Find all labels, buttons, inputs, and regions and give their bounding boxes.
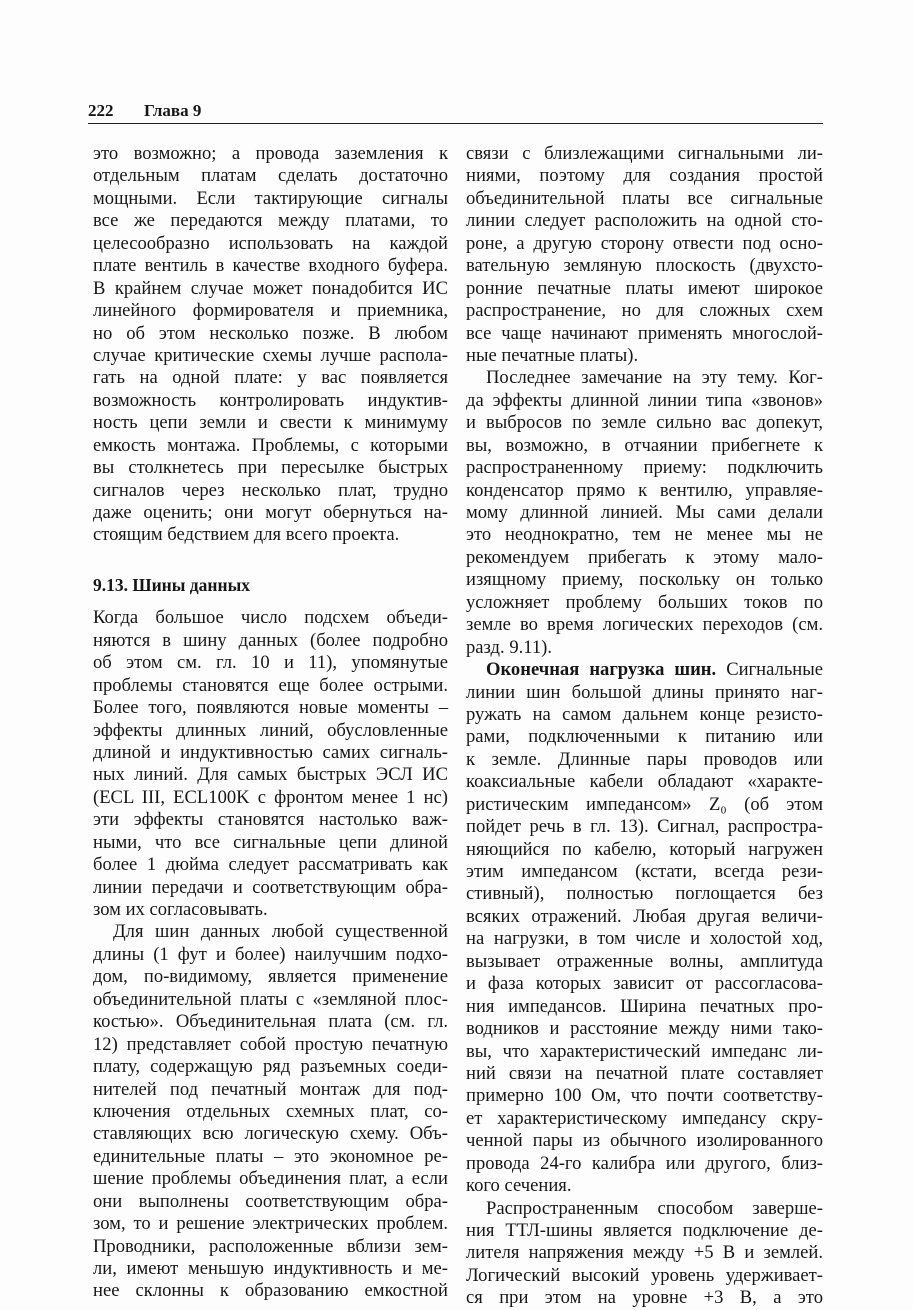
text-line: целесообразно использовать на каждой [93,232,448,254]
text-line: ные печатные платы). [466,344,639,366]
text-line: В крайнем случае может понадобится ИС [93,277,448,299]
text-line: объединительной платы все сигнальные [466,187,823,209]
text-line: зом, то и решение электрических проблем. [93,1213,448,1235]
text-line: длиной и индуктивностью самих сигналь- [93,741,448,763]
text-line: нее склонны к образованию емкостной [93,1280,448,1302]
text-line: даже оценить; они могут обернуться на- [93,502,448,523]
text-line: отдельным платам сделать достаточно [93,165,448,187]
text-line: конденсатор прямо к вентилю, управляе- [466,479,823,501]
text-line: коаксиальные кабели обладают «характе- [466,771,823,793]
text-line: кого сечения. [466,1175,572,1197]
run-in-heading: Оконечная нагрузка шин. [486,659,717,681]
text-line: Логический высокий уровень удерживает- [466,1264,823,1286]
text-line: примерно 100 Ом, что почти соответству- [466,1085,823,1107]
text-line: (ECL III, ECL100K с фронтом менее 1 нс) [93,786,448,808]
text-line: этим импедансом (кстати, всегда рези- [466,861,823,882]
text-line: ставляющих всю логическую схему. Объ- [93,1123,448,1145]
text-line: костью». Объединительная плата (см. гл. [93,1011,448,1033]
text-line: разд. 9.11). [466,636,553,658]
paragraph [93,921,448,1302]
text-line: няются в шину данных (более подробно [93,629,448,651]
text-line: вы, возможно, в отчаянии прибегнете к [466,434,823,456]
left-column [93,143,448,1303]
text-line: это неоднократно, тем не менее мы не [466,524,823,546]
text-line: пойдет речь в гл. 13). Сигнал, распростра- [466,816,823,838]
text-line: няющийся по кабелю, который нагружен [466,838,823,860]
text-line: дом, по-видимому, является применение [93,966,448,988]
text-line: гать на одной плате: у вас появляется [93,367,448,389]
text-line: линии шин большой длины принято наг- [466,681,823,703]
text-line: ли, имеют меньшую индуктивность и ме- [93,1258,448,1279]
text-line: всяких отражений. Любая другая величи- [466,905,823,927]
text-line: стоящим бедствием для всего проекта. [93,524,400,546]
text-line: все чаще начинают применять многослой- [466,322,823,344]
text-line: ность цепи земли и свести к минимуму [93,412,448,434]
text-line: Для шин данных любой существенной [113,921,448,943]
text-line: лителя напряжения между +5 В и землей. [466,1242,823,1264]
text-line: ристическим импедансом» Z₀ (об этом [466,793,823,815]
text-line: к земле. Длинные пары проводов или [466,748,823,770]
text-line: ниями, поэтому для создания простой [466,165,823,187]
text-line: рекомендуем прибегать к этому мало- [466,546,823,568]
text-line: Более того, появляются новые моменты – [93,697,448,719]
text-line: мощными. Если тактирующие сигналы [93,187,448,209]
section-heading: 9.13. Шины данных [93,574,250,595]
paragraph [466,659,823,1198]
text-line: ронние печатные платы имеют широкое [466,277,823,299]
text-line: но об этом несколько позже. В любом [93,322,448,344]
text-line: вы столкнетесь при пересылке быстрых [93,457,448,479]
text-line: об этом см. гл. 10 и 11), упомянутые [93,652,448,674]
page-number: 222 [88,101,114,120]
text-line: рами, подключенными к питанию или [466,726,823,748]
text-line: мому длинной линией. Мы сами делали [466,502,823,523]
text-line: они выполнены соответствующим обра- [93,1190,448,1212]
text-line: ченной пары из обычного изолированного [466,1130,823,1152]
text-line: нителей под печатный монтаж для под- [93,1078,448,1100]
running-head [88,101,823,124]
paragraph [466,367,823,659]
text-line: сигналов через несколько плат, трудно [93,479,448,501]
text-line: ключения отдельных схемных плат, со- [93,1100,448,1122]
text-line: плату, содержащую ряд разъемных соеди- [93,1056,448,1078]
chapter-title: Глава 9 [144,101,202,120]
text-line: 12) представляет собой простую печатную [93,1033,448,1055]
text-line: более 1 дюйма следует рассматривать как [93,854,448,876]
text-line: на нагрузки, в том числе и холостой ход, [466,928,823,950]
text-line: усложняет проблему больших токов по [466,591,823,613]
text-line: и фаза которых зависит от рассогласова- [466,973,823,995]
text-line: линейного формирователя и приемника, [93,300,448,322]
text-line: шение проблемы объединения плат, а если [93,1168,448,1190]
text-line: ния ТТЛ-шины является подключение де- [466,1220,823,1241]
text-line [466,659,823,681]
text-line: провода 24-го калибра или другого, близ- [466,1152,823,1174]
text-line: вательную земляную плоскость (двухсто- [466,255,823,277]
text-line: ных линий. Для самых быстрых ЭСЛ ИС [93,764,448,786]
text-line: плате вентиль в качестве входного буфера. [93,255,448,277]
text-line: эффекты длинных линий, обусловленные [93,719,448,741]
text-line: ными, что все сигнальные цепи длиной [93,831,448,853]
text-line: ний связи на печатной плате составляет [466,1062,823,1084]
text-line: линии следует расположить на одной сто- [466,210,823,232]
paragraph [93,143,448,547]
paragraph [93,607,448,921]
text-line: проблемы становятся еще более острыми. [93,674,448,696]
text-line: Когда большое число подсхем объеди- [93,607,448,629]
text-line: объединительной платы с «земляной плос- [93,988,448,1010]
text-span: Сигнальные [716,659,824,681]
text-line: вы, что характеристический импеданс ли- [466,1040,823,1062]
text-line: роне, а другую сторону отвести под осно- [466,232,823,254]
text-line: длины (1 фут и более) наилучшим подхо- [93,943,448,965]
paragraph [466,1198,823,1310]
paragraph [466,143,823,367]
text-line: ния импедансов. Ширина печатных про- [466,995,823,1017]
text-line: единительные платы – это экономное ре- [93,1145,448,1167]
text-line: водников и расстояние между ними тако- [466,1018,823,1040]
text-line: линии передачи и соответствующим обра- [93,876,448,898]
text-line: Распространенным способом заверше- [486,1197,823,1219]
text-line: да эффекты длинной линии типа «звонов» [466,389,823,411]
text-line: стивный), полностью поглощается без [466,883,823,905]
text-line: ружать на самом дальнем конце резисто- [466,703,823,725]
text-line: земле во время логических переходов (см. [466,614,823,636]
text-line: зом их согласовывать. [93,899,268,920]
text-line: эти эффекты становятся настолько важ- [93,809,448,831]
text-line: распространение, но для сложных схем [466,300,823,322]
text-line: Последнее замечание на эту тему. Ког- [486,367,823,389]
text-line: связи с близлежащими сигнальными ли- [466,143,823,164]
text-line: Проводники, расположенные вблизи зем- [93,1235,448,1257]
text-line: ет характеристическому импедансу скру- [466,1107,823,1129]
right-column [466,143,823,1310]
text-line: ся при этом на уровне +3 В, а это [466,1287,823,1309]
text-line: изящному приему, поскольку он только [466,569,823,591]
text-line: все же передаются между платами, то [93,210,448,232]
text-line: вызывает отраженные волны, амплитуда [466,950,823,972]
text-line: емкость монтажа. Проблемы, с которыми [93,434,448,456]
text-line: возможность контролировать индуктив- [93,389,448,411]
text-line: это возможно; а провода заземления к [93,143,448,164]
text-line: распространенному приему: подключить [466,457,823,479]
text-line: и выбросов по земле сильно вас допекут, [466,412,823,434]
text-line: случае критические схемы лучше распола- [93,344,448,366]
